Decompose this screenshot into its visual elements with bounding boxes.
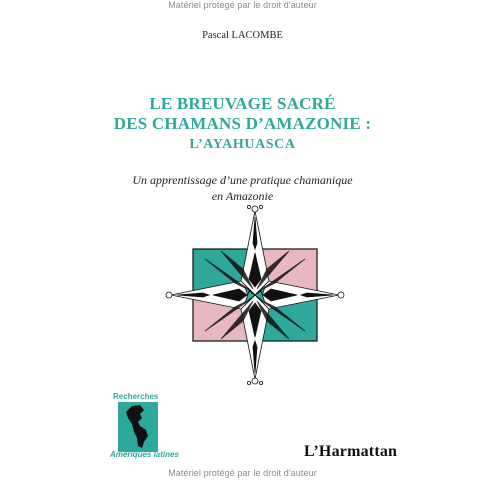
cover-emblem <box>165 203 345 387</box>
title-line-1: LE BREUVAGE SACRÉ <box>149 94 336 113</box>
title-line-3: L’AYAHUASCA <box>189 137 296 152</box>
collection-name-bottom: Amériques latines <box>110 450 179 459</box>
title-line-2: DES CHAMANS D’AMAZONIE : <box>113 114 372 133</box>
watermark-bottom: Matériel protégé par le droit d'auteur <box>168 468 317 478</box>
collection-name-top: Recherches <box>113 392 159 401</box>
watermark-top: Matériel protégé par le droit d'auteur <box>168 0 317 10</box>
publisher-logo: L’Harmattan <box>304 443 398 460</box>
subtitle-line-1: Un apprentissage d’une pratique chamanique <box>132 173 353 187</box>
subtitle-line-2: en Amazonie <box>211 189 274 203</box>
americas-map-icon <box>118 402 158 452</box>
author-name: Pascal LACOMBE <box>202 30 283 41</box>
emblem-star <box>171 211 339 379</box>
